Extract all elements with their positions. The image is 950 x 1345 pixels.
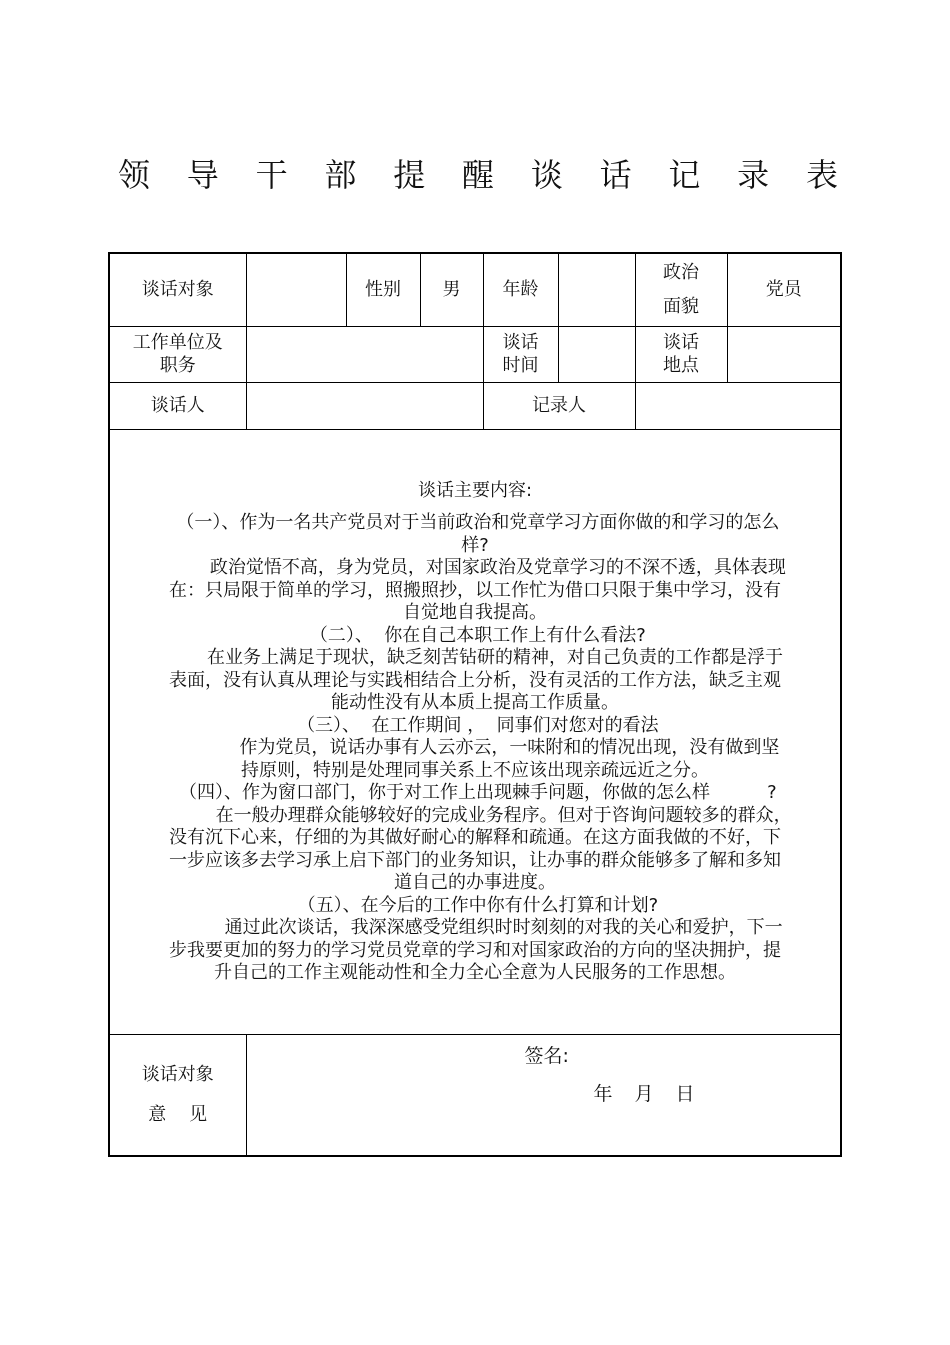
recorder-label: 记录人 [483, 383, 635, 430]
title-char: 话 [599, 156, 632, 194]
unit-label-line2: 职务 [159, 354, 196, 376]
content-line: 政治觉悟不高，身为党员，对国家政治及党章学习的不深不透，具体表现 [164, 557, 786, 578]
content-line: 能动性没有从本质上提高工作质量。 [331, 692, 619, 713]
content-line: （一）、作为一名共产党员对于当前政治和党章学习方面你做的和学习的怎么 [170, 512, 780, 533]
content-line: 道自己的办事进度。 [394, 872, 556, 893]
row-signature [109, 1035, 841, 1157]
title-char: 导 [186, 156, 219, 194]
politics-value-cell[interactable]: 党员 [727, 253, 841, 327]
content-line: 没有沉下心来，仔细的为其做好耐心的解释和疏通。在这方面我做的不好，下 [169, 827, 781, 848]
content-heading: 谈话主要内容: [417, 479, 533, 501]
content-line: 通过此次谈话，我深深感受党组织时时刻刻的对我的关心和爱护，下一 [167, 917, 783, 938]
content-line: （五）、在今后的工作中你有什么打算和计划? [291, 894, 659, 916]
title-char: 干 [255, 156, 288, 194]
time-label-line2: 时间 [502, 354, 539, 376]
title-char: 提 [393, 156, 426, 194]
opinion-label-line2: 意 见 [148, 1104, 208, 1125]
row-unit-time-place [109, 327, 841, 383]
unit-label-line1: 工作单位及 [132, 332, 223, 353]
age-label: 年龄 [483, 253, 558, 327]
content-line: 在：只局限于简单的学习，照搬照抄，以工作忙为借口只限于集中学习，没有 [169, 579, 781, 601]
row-content [109, 430, 841, 1035]
time-label [483, 327, 558, 383]
content-line: 一步应该多去学习承上启下部门的业务知识，让办事的群众能够多了解和多知 [169, 849, 781, 871]
content-line: （二）、 你在自己本职工作上有什么看法? [304, 624, 646, 646]
talker-label: 谈话人 [109, 383, 246, 430]
content-line: 作为党员，说话办事有人云亦云，一味附和的情况出现，没有做到坚 [170, 737, 780, 758]
politics-label-line2: 面貌 [663, 296, 699, 317]
page-title [118, 150, 838, 196]
title-char: 部 [324, 156, 357, 194]
content-line: 在业务上满足于现状，缺乏刻苦钻研的精神，对自己负责的工作都是浮于 [166, 647, 784, 668]
content-line: （四）、作为窗口部门，你于对工作上出现棘手问题，你做的怎么样 ? [173, 782, 777, 803]
opinion-label [109, 1035, 246, 1157]
politics-label [635, 253, 727, 327]
subject-value-cell[interactable] [246, 253, 346, 327]
place-value-cell[interactable] [727, 327, 841, 383]
title-char: 录 [737, 156, 770, 194]
month-label: 月 [634, 1083, 654, 1105]
content-line: 自觉地自我提高。 [403, 602, 547, 623]
age-value-cell[interactable] [558, 253, 635, 327]
time-label-line1: 谈话 [502, 332, 539, 353]
subject-label: 谈话对象 [109, 253, 246, 327]
opinion-area[interactable] [246, 1035, 841, 1157]
gender-label: 性别 [346, 253, 420, 327]
content-line: 在一般办理群众能够较好的完成业务程序。但对于咨询问题较多的群众， [158, 804, 792, 826]
content-line: 样? [461, 534, 489, 556]
politics-label-line1: 政治 [663, 261, 699, 283]
content-line: 步我要更加的努力的学习党员党章的学习和对国家政治的方向的坚决拥护，提 [169, 939, 781, 961]
content-line: 升自己的工作主观能动性和全力全心全意为人民服务的工作思想。 [214, 962, 736, 983]
year-label: 年 [593, 1083, 613, 1105]
content-line: 表面，没有认真从理论与实践相结合上分析，没有灵活的工作方法，缺乏主观 [169, 669, 781, 691]
time-value-cell[interactable] [558, 327, 635, 383]
opinion-label-line1: 谈话对象 [141, 1063, 214, 1085]
title-char: 谈 [530, 156, 563, 194]
talk-content-cell[interactable] [109, 430, 841, 1035]
content-line: （三）、 在工作期间 ， 同事们对您对的看法 [291, 714, 659, 736]
row-talker-recorder [109, 383, 841, 430]
title-char: 表 [805, 156, 838, 194]
talker-value-cell[interactable] [246, 383, 483, 430]
date-line [594, 1083, 695, 1107]
title-char: 记 [668, 156, 701, 194]
recorder-value-cell[interactable] [635, 383, 841, 430]
place-label-line1: 谈话 [663, 332, 699, 353]
place-label-line2: 地点 [663, 354, 699, 376]
content-line: 持原则，特别是处理同事关系上不应该出现亲疏远近之分。 [241, 759, 709, 781]
place-label [635, 327, 727, 383]
unit-label [109, 327, 246, 383]
talk-record-form [108, 252, 842, 1157]
title-char: 醒 [461, 156, 494, 194]
unit-value-cell[interactable] [246, 327, 483, 383]
title-char: 领 [118, 156, 151, 194]
signature-label: 签名: [524, 1045, 569, 1067]
gender-value-cell[interactable]: 男 [420, 253, 483, 327]
day-label: 日 [675, 1083, 695, 1105]
row-basic-info [109, 253, 841, 327]
